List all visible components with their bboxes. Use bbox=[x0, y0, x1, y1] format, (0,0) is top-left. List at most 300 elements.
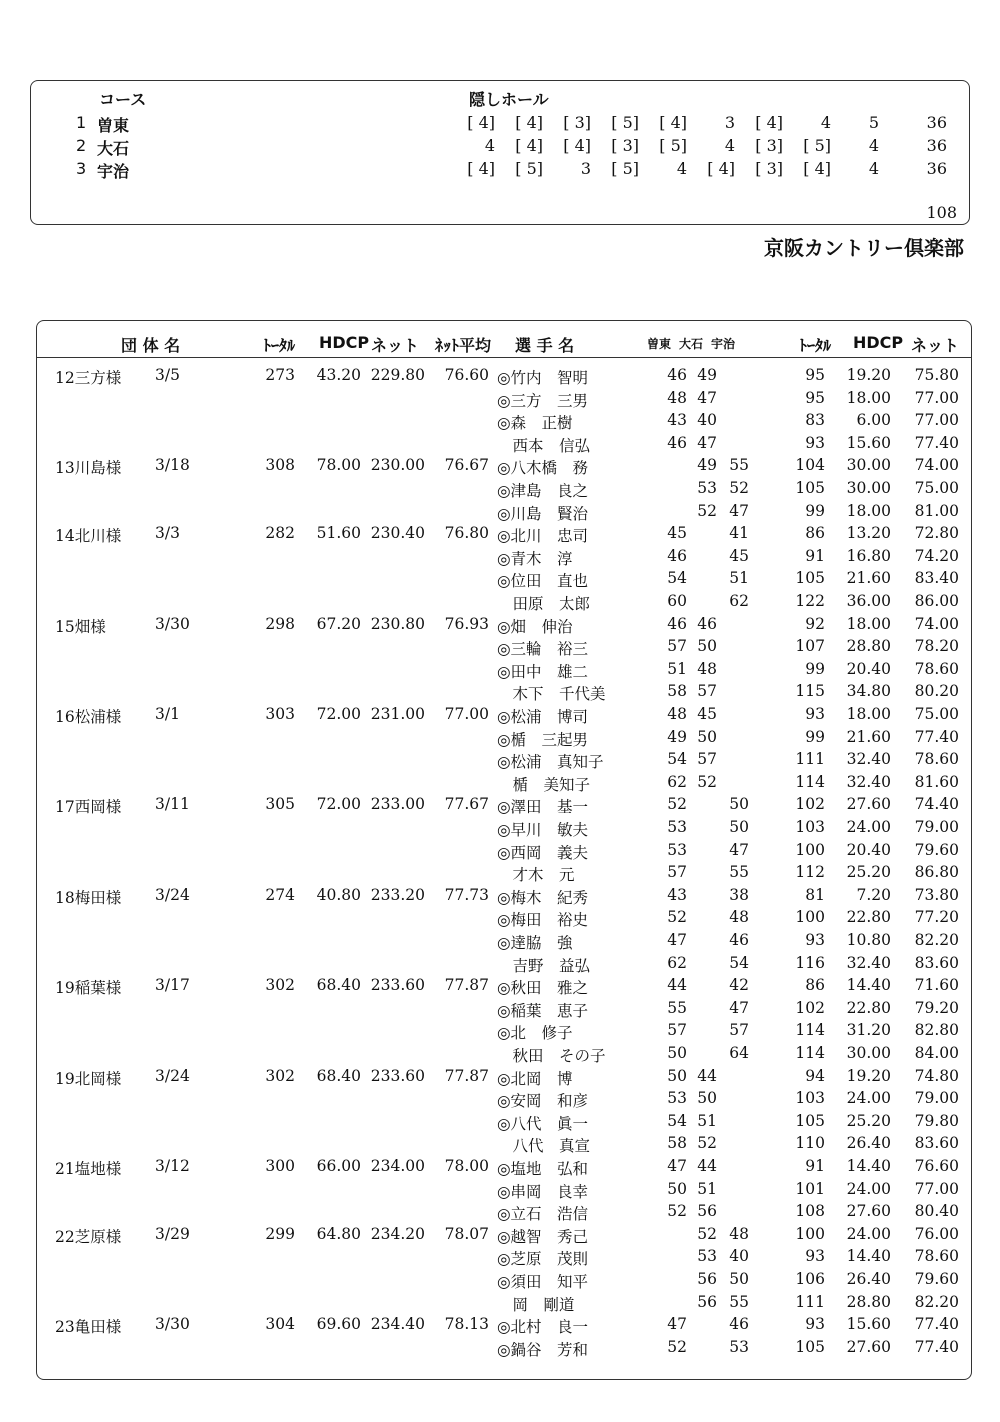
player-name: ◎田中 雄二 bbox=[497, 662, 589, 681]
team-name: 23亀田様 bbox=[55, 1318, 122, 1337]
player-name: ◎梅木 紀秀 bbox=[497, 888, 589, 907]
player-hdcp: 26.40 bbox=[846, 1134, 891, 1153]
score-course3: 50 bbox=[729, 818, 749, 836]
score-course1: 52 bbox=[667, 1337, 687, 1356]
player-net: 74.00 bbox=[914, 456, 959, 475]
team-date: 3/24 bbox=[155, 885, 190, 904]
player-total: 102 bbox=[795, 998, 825, 1017]
team-total: 308 bbox=[265, 456, 295, 475]
hole-par: [ 5] bbox=[659, 136, 687, 155]
player-net: 86.80 bbox=[914, 863, 959, 882]
score-course3: 48 bbox=[729, 1224, 749, 1243]
player-hdcp: 27.60 bbox=[846, 795, 891, 814]
score-course3: 55 bbox=[729, 863, 749, 882]
score-course2: 46 bbox=[697, 614, 717, 633]
course-name: 大石 bbox=[97, 139, 130, 158]
player-hdcp: 14.40 bbox=[846, 1247, 891, 1266]
score-course1: 49 bbox=[667, 727, 687, 746]
player-row bbox=[37, 456, 971, 479]
player-row bbox=[37, 999, 971, 1022]
team-name: 18梅田様 bbox=[55, 888, 122, 907]
player-total: 105 bbox=[795, 479, 825, 497]
player-net: 74.20 bbox=[914, 546, 959, 565]
score-course1: 46 bbox=[667, 366, 687, 384]
player-hdcp: 16.80 bbox=[846, 546, 891, 565]
player-row bbox=[37, 1157, 971, 1180]
player-total: 99 bbox=[805, 727, 825, 746]
player-hdcp: 19.20 bbox=[846, 1066, 891, 1085]
player-name: 西本 信弘 bbox=[497, 436, 591, 455]
score-course2: 45 bbox=[697, 705, 717, 723]
player-name: 岡 剛道 bbox=[497, 1295, 575, 1314]
player-net: 80.40 bbox=[914, 1202, 959, 1221]
player-hdcp: 27.60 bbox=[846, 1202, 891, 1221]
player-total: 86 bbox=[805, 976, 825, 995]
team-date: 3/12 bbox=[155, 1157, 190, 1175]
player-net: 79.60 bbox=[914, 840, 959, 859]
hole-par: [ 4] bbox=[563, 136, 591, 155]
player-name: ◎川島 賢治 bbox=[497, 504, 589, 523]
score-course1: 55 bbox=[667, 998, 687, 1017]
player-total: 111 bbox=[795, 750, 825, 769]
player-name: 秋田 その子 bbox=[497, 1047, 606, 1065]
header-player-hdcp: HDCP bbox=[853, 333, 904, 352]
player-row bbox=[37, 1225, 971, 1248]
player-row bbox=[37, 886, 971, 909]
score-course1: 43 bbox=[667, 885, 687, 904]
score-course3: 47 bbox=[729, 840, 749, 859]
player-row bbox=[37, 795, 971, 818]
player-row bbox=[37, 1293, 971, 1316]
player-total: 99 bbox=[805, 501, 825, 520]
results-table bbox=[36, 320, 972, 1380]
score-course2: 48 bbox=[697, 659, 717, 678]
team-hdcp: 67.20 bbox=[316, 614, 361, 633]
score-course1: 54 bbox=[667, 569, 687, 588]
player-net: 84.00 bbox=[914, 1044, 959, 1062]
team-hdcp: 72.00 bbox=[316, 705, 361, 723]
player-row bbox=[37, 411, 971, 434]
player-net: 83.60 bbox=[914, 1134, 959, 1153]
player-row bbox=[37, 682, 971, 705]
player-net: 80.20 bbox=[914, 682, 959, 701]
team-total: 302 bbox=[265, 1066, 295, 1085]
score-course1: 46 bbox=[667, 433, 687, 452]
player-row bbox=[37, 1021, 971, 1044]
team-net: 234.40 bbox=[370, 1315, 425, 1334]
score-course1: 45 bbox=[667, 524, 687, 543]
player-row bbox=[37, 615, 971, 638]
score-course1: 58 bbox=[667, 1134, 687, 1153]
player-net: 77.00 bbox=[914, 388, 959, 407]
player-total: 111 bbox=[795, 1292, 825, 1311]
score-course1: 43 bbox=[667, 411, 687, 430]
hole-par: [ 4] bbox=[755, 113, 783, 132]
team-net-avg: 76.80 bbox=[444, 524, 489, 543]
player-net: 78.60 bbox=[914, 659, 959, 678]
score-course2: 52 bbox=[697, 501, 717, 520]
team-net-avg: 77.73 bbox=[444, 885, 489, 904]
hole-par: [ 3] bbox=[611, 136, 639, 155]
player-row bbox=[37, 954, 971, 977]
score-course3: 53 bbox=[729, 1337, 749, 1356]
player-row bbox=[37, 1044, 971, 1067]
score-course2: 52 bbox=[697, 1224, 717, 1243]
hole-par: 4 bbox=[868, 136, 879, 155]
score-course3: 57 bbox=[729, 1021, 749, 1040]
score-course3: 50 bbox=[729, 1270, 749, 1288]
score-course3: 55 bbox=[729, 1292, 749, 1311]
player-hdcp: 22.80 bbox=[846, 998, 891, 1017]
team-net-avg: 77.67 bbox=[444, 795, 489, 814]
player-total: 91 bbox=[805, 546, 825, 565]
team-net: 230.40 bbox=[370, 524, 425, 543]
hole-par: [ 3] bbox=[563, 113, 591, 132]
team-net-avg: 76.67 bbox=[444, 456, 489, 475]
score-course1: 54 bbox=[667, 750, 687, 769]
header-net-avg: ﾈｯﾄ平均 bbox=[435, 336, 492, 355]
player-total: 94 bbox=[805, 1066, 825, 1085]
score-course2: 47 bbox=[697, 388, 717, 407]
player-row bbox=[37, 841, 971, 864]
player-row bbox=[37, 592, 971, 615]
score-course1: 48 bbox=[667, 705, 687, 723]
team-total: 300 bbox=[265, 1157, 295, 1175]
player-total: 91 bbox=[805, 1157, 825, 1175]
hole-par: 4 bbox=[724, 136, 735, 155]
team-net: 234.20 bbox=[370, 1224, 425, 1243]
player-name: 吉野 益弘 bbox=[497, 956, 591, 975]
team-hdcp: 72.00 bbox=[316, 795, 361, 814]
player-name: ◎三方 三男 bbox=[497, 391, 589, 410]
player-total: 114 bbox=[795, 772, 825, 791]
team-total: 282 bbox=[265, 524, 295, 543]
hole-par: [ 4] bbox=[707, 159, 735, 178]
score-course3: 50 bbox=[729, 795, 749, 814]
team-net-avg: 78.13 bbox=[444, 1315, 489, 1334]
player-row bbox=[37, 547, 971, 570]
team-date: 3/17 bbox=[155, 976, 190, 995]
player-net: 79.00 bbox=[914, 1089, 959, 1108]
player-row bbox=[37, 1315, 971, 1338]
player-net: 74.80 bbox=[914, 1066, 959, 1085]
player-name: ◎芝原 茂則 bbox=[497, 1250, 589, 1269]
player-hdcp: 13.20 bbox=[846, 524, 891, 543]
course-info-box bbox=[30, 80, 970, 225]
player-total: 100 bbox=[795, 908, 825, 927]
team-hdcp: 40.80 bbox=[316, 885, 361, 904]
score-course1: 52 bbox=[667, 795, 687, 814]
player-total: 95 bbox=[805, 388, 825, 407]
player-row bbox=[37, 1112, 971, 1135]
player-hdcp: 32.40 bbox=[846, 953, 891, 972]
hole-par: 3 bbox=[580, 159, 591, 178]
score-course2: 50 bbox=[697, 1089, 717, 1108]
team-name: 22芝原様 bbox=[55, 1227, 122, 1246]
player-name: ◎梅田 裕史 bbox=[497, 911, 589, 930]
player-row bbox=[37, 750, 971, 773]
player-name: ◎楯 三起男 bbox=[497, 730, 589, 749]
player-hdcp: 24.00 bbox=[846, 818, 891, 836]
player-name: ◎塩地 弘和 bbox=[497, 1160, 589, 1178]
player-net: 71.60 bbox=[914, 976, 959, 995]
hole-par: 4 bbox=[868, 159, 879, 178]
score-course1: 53 bbox=[667, 1089, 687, 1108]
score-course2: 49 bbox=[697, 456, 717, 475]
score-course3: 42 bbox=[729, 976, 749, 995]
player-name: 田原 太郎 bbox=[497, 595, 591, 613]
course-sum: 108 bbox=[926, 203, 957, 222]
hole-par: [ 4] bbox=[659, 113, 687, 132]
player-name: 木下 千代美 bbox=[497, 685, 606, 704]
score-course2: 57 bbox=[697, 682, 717, 701]
player-net: 76.00 bbox=[914, 1224, 959, 1243]
player-net: 77.40 bbox=[914, 433, 959, 452]
player-net: 79.80 bbox=[914, 1111, 959, 1130]
score-course3: 52 bbox=[729, 479, 749, 497]
header-team: 団 体 名 bbox=[121, 336, 181, 355]
player-row bbox=[37, 818, 971, 841]
header-course2: 大石 bbox=[679, 337, 704, 351]
player-net: 76.60 bbox=[914, 1157, 959, 1175]
hole-par: [ 5] bbox=[611, 159, 639, 178]
score-course3: 47 bbox=[729, 998, 749, 1017]
team-date: 3/1 bbox=[155, 705, 180, 723]
team-net: 233.00 bbox=[370, 795, 425, 814]
player-net: 77.00 bbox=[914, 411, 959, 430]
player-hdcp: 18.00 bbox=[846, 388, 891, 407]
player-net: 81.00 bbox=[914, 501, 959, 520]
score-course1: 47 bbox=[667, 931, 687, 949]
team-net-avg: 76.93 bbox=[444, 614, 489, 633]
score-course2: 51 bbox=[697, 1111, 717, 1130]
player-row bbox=[37, 1067, 971, 1090]
hole-par: [ 4] bbox=[515, 136, 543, 155]
player-total: 122 bbox=[795, 592, 825, 610]
player-total: 100 bbox=[795, 1224, 825, 1243]
player-hdcp: 27.60 bbox=[846, 1337, 891, 1356]
team-total: 305 bbox=[265, 795, 295, 814]
player-row bbox=[37, 705, 971, 728]
team-net: 230.00 bbox=[370, 456, 425, 475]
course-total: 36 bbox=[926, 113, 947, 132]
player-total: 95 bbox=[805, 366, 825, 384]
player-name: ◎松浦 真知子 bbox=[497, 753, 604, 772]
player-row bbox=[37, 976, 971, 999]
team-hdcp: 43.20 bbox=[316, 366, 361, 384]
score-course3: 46 bbox=[729, 1315, 749, 1334]
player-hdcp: 30.00 bbox=[846, 456, 891, 475]
team-total: 303 bbox=[265, 705, 295, 723]
player-net: 77.00 bbox=[914, 1179, 959, 1198]
player-total: 93 bbox=[805, 1247, 825, 1266]
score-course1: 53 bbox=[667, 840, 687, 859]
course-total: 36 bbox=[926, 136, 947, 155]
player-name: ◎畑 伸治 bbox=[497, 617, 573, 636]
player-net: 74.00 bbox=[914, 614, 959, 633]
player-total: 108 bbox=[795, 1202, 825, 1221]
player-hdcp: 21.60 bbox=[846, 727, 891, 746]
score-course1: 62 bbox=[667, 772, 687, 791]
player-net: 82.80 bbox=[914, 1021, 959, 1040]
hole-par: [ 5] bbox=[803, 136, 831, 155]
course-name: 宇治 bbox=[97, 162, 130, 181]
player-hdcp: 18.00 bbox=[846, 705, 891, 723]
player-net: 72.80 bbox=[914, 524, 959, 543]
team-net-avg: 78.07 bbox=[444, 1224, 489, 1243]
team-total: 273 bbox=[265, 366, 295, 384]
player-net: 74.40 bbox=[914, 795, 959, 814]
player-total: 116 bbox=[795, 953, 825, 972]
score-course2: 53 bbox=[697, 1247, 717, 1266]
header-course1: 曽東 bbox=[647, 337, 672, 351]
team-hdcp: 69.60 bbox=[316, 1315, 361, 1334]
team-name: 15畑様 bbox=[55, 617, 106, 636]
hole-par: [ 4] bbox=[515, 113, 543, 132]
player-name: 才木 元 bbox=[497, 866, 575, 885]
player-row bbox=[37, 479, 971, 502]
player-row bbox=[37, 863, 971, 886]
header-player: 選 手 名 bbox=[515, 336, 575, 355]
team-name: 17西岡様 bbox=[55, 798, 122, 817]
player-total: 99 bbox=[805, 659, 825, 678]
hole-par: [ 4] bbox=[467, 113, 495, 132]
player-total: 104 bbox=[795, 456, 825, 475]
team-net-avg: 77.00 bbox=[444, 705, 489, 723]
player-hdcp: 14.40 bbox=[846, 1157, 891, 1175]
score-course1: 47 bbox=[667, 1157, 687, 1175]
player-hdcp: 34.80 bbox=[846, 682, 891, 701]
player-name: ◎森 正樹 bbox=[497, 414, 573, 433]
player-name: ◎鍋谷 芳和 bbox=[497, 1340, 589, 1359]
hole-par: [ 4] bbox=[803, 159, 831, 178]
player-total: 86 bbox=[805, 524, 825, 543]
player-name: ◎北村 良一 bbox=[497, 1318, 589, 1337]
player-total: 105 bbox=[795, 569, 825, 588]
player-hdcp: 24.00 bbox=[846, 1089, 891, 1108]
player-total: 107 bbox=[795, 637, 825, 656]
player-net: 73.80 bbox=[914, 885, 959, 904]
player-total: 93 bbox=[805, 1315, 825, 1334]
score-course1: 50 bbox=[667, 1179, 687, 1198]
player-name: ◎位田 直也 bbox=[497, 572, 589, 591]
player-name: 八代 真宣 bbox=[497, 1137, 591, 1156]
player-total: 93 bbox=[805, 705, 825, 723]
team-net: 231.00 bbox=[370, 705, 425, 723]
player-row bbox=[37, 931, 971, 954]
player-total: 93 bbox=[805, 931, 825, 949]
player-name: ◎越智 秀己 bbox=[497, 1227, 589, 1246]
team-date: 3/30 bbox=[155, 1315, 190, 1334]
score-course3: 40 bbox=[729, 1247, 749, 1266]
player-net: 83.60 bbox=[914, 953, 959, 972]
player-row bbox=[37, 1270, 971, 1293]
player-hdcp: 25.20 bbox=[846, 863, 891, 882]
player-hdcp: 18.00 bbox=[846, 614, 891, 633]
player-total: 103 bbox=[795, 818, 825, 836]
player-name: 楯 美知子 bbox=[497, 775, 591, 794]
player-name: ◎八木橋 務 bbox=[497, 459, 589, 478]
team-net: 233.20 bbox=[370, 885, 425, 904]
score-course1: 46 bbox=[667, 546, 687, 565]
header-player-net: ネット bbox=[911, 336, 960, 355]
player-net: 79.60 bbox=[914, 1270, 959, 1288]
player-name: ◎秋田 雅之 bbox=[497, 979, 589, 998]
player-name: ◎達脇 強 bbox=[497, 934, 573, 952]
player-total: 102 bbox=[795, 795, 825, 814]
player-row bbox=[37, 569, 971, 592]
player-hdcp: 26.40 bbox=[846, 1270, 891, 1288]
hole-par: 4 bbox=[484, 136, 495, 155]
team-name: 16松浦様 bbox=[55, 708, 122, 726]
course-total: 36 bbox=[926, 159, 947, 178]
player-name: ◎安岡 和彦 bbox=[497, 1092, 589, 1111]
player-hdcp: 6.00 bbox=[856, 411, 891, 430]
team-hdcp: 66.00 bbox=[316, 1157, 361, 1175]
score-course1: 51 bbox=[667, 659, 687, 678]
team-net-avg: 78.00 bbox=[444, 1157, 489, 1175]
score-course2: 49 bbox=[697, 366, 717, 384]
player-net: 82.20 bbox=[914, 931, 959, 949]
player-total: 100 bbox=[795, 840, 825, 859]
team-name: 21塩地様 bbox=[55, 1160, 122, 1178]
player-net: 78.20 bbox=[914, 637, 959, 656]
player-net: 79.00 bbox=[914, 818, 959, 836]
player-hdcp: 20.40 bbox=[846, 840, 891, 859]
team-name: 12三方様 bbox=[55, 369, 122, 387]
course-name: 曽東 bbox=[97, 116, 130, 135]
player-net: 77.40 bbox=[914, 727, 959, 746]
team-hdcp: 68.40 bbox=[316, 976, 361, 995]
team-hdcp: 78.00 bbox=[316, 456, 361, 475]
header-hdcp: HDCP bbox=[319, 333, 370, 352]
team-name: 19北岡様 bbox=[55, 1069, 122, 1088]
player-hdcp: 14.40 bbox=[846, 976, 891, 995]
player-row bbox=[37, 502, 971, 525]
score-course2: 56 bbox=[697, 1270, 717, 1288]
player-total: 115 bbox=[795, 682, 825, 701]
score-course2: 44 bbox=[697, 1157, 717, 1175]
team-total: 298 bbox=[265, 614, 295, 633]
player-total: 106 bbox=[795, 1270, 825, 1288]
team-date: 3/11 bbox=[155, 795, 190, 814]
header-net: ネット bbox=[371, 336, 420, 355]
score-course2: 50 bbox=[697, 727, 717, 746]
player-name: ◎早川 敏夫 bbox=[497, 821, 589, 839]
player-row bbox=[37, 1247, 971, 1270]
player-net: 75.00 bbox=[914, 479, 959, 497]
player-row bbox=[37, 434, 971, 457]
player-hdcp: 15.60 bbox=[846, 433, 891, 452]
player-name: ◎西岡 義夫 bbox=[497, 843, 589, 862]
score-course1: 46 bbox=[667, 614, 687, 633]
player-hdcp: 32.40 bbox=[846, 772, 891, 791]
player-hdcp: 25.20 bbox=[846, 1111, 891, 1130]
hole-par: [ 3] bbox=[755, 159, 783, 178]
score-course1: 53 bbox=[667, 818, 687, 836]
score-course2: 51 bbox=[697, 1179, 717, 1198]
score-course2: 52 bbox=[697, 772, 717, 791]
player-name: ◎立石 浩信 bbox=[497, 1205, 589, 1224]
player-hdcp: 30.00 bbox=[846, 479, 891, 497]
player-net: 86.00 bbox=[914, 592, 959, 610]
player-total: 114 bbox=[795, 1044, 825, 1062]
player-total: 92 bbox=[805, 614, 825, 633]
header-course3: 宇治 bbox=[711, 337, 736, 351]
player-total: 105 bbox=[795, 1337, 825, 1356]
score-course2: 52 bbox=[697, 1134, 717, 1153]
player-name: ◎北岡 博 bbox=[497, 1069, 573, 1088]
